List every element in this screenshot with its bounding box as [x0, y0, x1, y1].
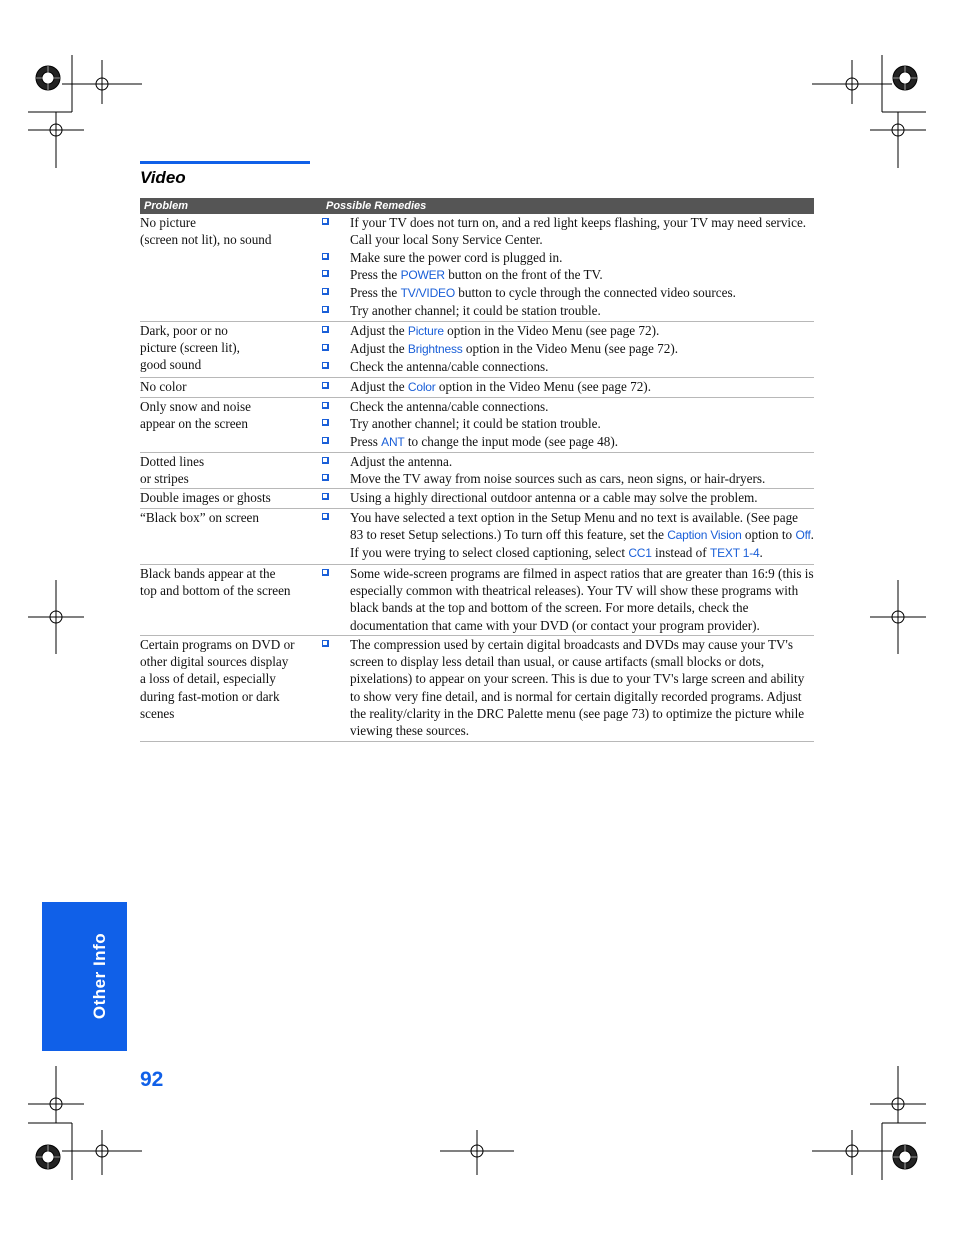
- remedy-text: to change the input mode (see page 48).: [404, 433, 619, 449]
- remedy-item: [322, 249, 814, 266]
- remedy-item: [322, 266, 814, 284]
- problem-cell: No color: [140, 378, 187, 394]
- remedy-item: [322, 302, 814, 319]
- ui-term: Caption Vision: [667, 528, 742, 543]
- remedy-text: option in the Video Menu (see page 72).: [462, 341, 679, 357]
- remedy-item: [322, 636, 814, 740]
- remedy-item: [322, 398, 814, 415]
- ui-term: Color: [407, 379, 436, 394]
- remedy-item: [322, 214, 814, 249]
- ui-term: CC1: [628, 546, 652, 561]
- remedy-item: [322, 358, 814, 375]
- side-tab: [42, 902, 127, 1051]
- ui-term: TEXT 1-4: [709, 546, 760, 561]
- remedy-item: [322, 509, 814, 563]
- checkbox-bullet-icon: [322, 382, 329, 389]
- remedy-item: [322, 565, 814, 634]
- remedies-cell: [322, 378, 814, 396]
- remedy-text: Try another channel; it could be station trouble.: [350, 416, 601, 432]
- remedies-cell: [322, 489, 814, 506]
- remedy-text: Move the TV away from noise sources such as cars, neon signs, or hair-dryers.: [350, 471, 766, 487]
- remedy-text: option in the Video Menu (see page 72).: [435, 378, 651, 394]
- remedy-text: The compression used by certain digital broadcasts and DVDs may cause your TV's screen to display less detail than usual, or cause artifacts (small blocks or dots, pixelations) to appear on your screen. This is due to your TV's large screen and ability to show very fine detail, and is normal for certain digitally recorded programs. Adjust the reality/clarity in the DRC Palette menu (see page 73) to optimize the picture while viewing these sources.: [350, 636, 805, 739]
- remedy-text: Check the antenna/cable connections.: [350, 359, 549, 375]
- remedy-text: Some wide-screen programs are filmed in aspect ratios that are greater than 16:9 (this is especially common with theatrical releases). Your TV will show these programs with black bands at the top and bottom of the screen. For more details, check the documentation that came with your DVD (or contact your program provider).: [350, 565, 814, 633]
- table-row: [140, 565, 814, 636]
- column-header-problem: Problem: [144, 200, 189, 212]
- problem-cell: Dark, poor or no picture (screen lit), good sound: [140, 322, 240, 373]
- checkbox-bullet-icon: [322, 437, 329, 444]
- checkbox-bullet-icon: [322, 569, 329, 576]
- remedy-text: Press the: [350, 266, 401, 282]
- side-tab-label: Other Info: [90, 932, 109, 1020]
- checkbox-bullet-icon: [322, 640, 329, 647]
- problem-cell: Black bands appear at the top and bottom of the screen: [140, 565, 291, 598]
- table-row: [140, 636, 814, 742]
- table-row: [140, 453, 814, 490]
- troubleshooting-table: [140, 198, 814, 742]
- table-row: [140, 214, 814, 322]
- ui-term: Brightness: [407, 342, 463, 357]
- remedy-text: If your TV does not turn on, and a red light keeps flashing, your TV may need service. Call your local Sony Service Center.: [350, 215, 807, 248]
- remedy-text: Check the antenna/cable connections.: [350, 398, 549, 414]
- remedy-item: [322, 489, 814, 506]
- section-title: Video: [140, 168, 186, 187]
- remedies-cell: [322, 565, 814, 634]
- remedies-cell: [322, 398, 814, 451]
- checkbox-bullet-icon: [322, 270, 329, 277]
- remedy-text: Press: [350, 433, 382, 449]
- problem-cell: Certain programs on DVD or other digital sources display a loss of detail, especially during fast-motion or dark scenes: [140, 636, 295, 722]
- remedy-item: [322, 378, 814, 396]
- table-row: [140, 378, 814, 398]
- ui-term: TV/VIDEO: [400, 286, 455, 301]
- remedy-item: [322, 415, 814, 432]
- checkbox-bullet-icon: [322, 306, 329, 313]
- remedy-text: Adjust the antenna.: [350, 453, 453, 469]
- remedy-text: option in the Video Menu (see page 72).: [443, 322, 660, 338]
- checkbox-bullet-icon: [322, 344, 329, 351]
- remedy-text: button to cycle through the connected video sources.: [454, 285, 736, 301]
- remedy-text: Make sure the power cord is plugged in.: [350, 249, 563, 265]
- remedies-cell: [322, 453, 814, 488]
- problem-cell: No picture (screen not lit), no sound: [140, 215, 272, 248]
- table-row: [140, 509, 814, 565]
- checkbox-bullet-icon: [322, 419, 329, 426]
- problem-cell: Dotted lines or stripes: [140, 453, 205, 487]
- checkbox-bullet-icon: [322, 362, 329, 369]
- checkbox-bullet-icon: [322, 253, 329, 260]
- remedy-item: [322, 433, 814, 451]
- table-row: [140, 489, 814, 508]
- remedies-cell: [322, 214, 814, 320]
- remedy-item: [322, 322, 814, 340]
- remedy-text: Try another channel; it could be station trouble.: [350, 303, 601, 319]
- remedy-text: You have selected a text option in the Setup Menu and no text is available. (See page 83 to reset Setup selections.) To turn off this feature, set the: [350, 509, 799, 543]
- checkbox-bullet-icon: [322, 218, 329, 225]
- remedy-item: [322, 453, 814, 470]
- remedy-item: [322, 284, 814, 302]
- checkbox-bullet-icon: [322, 474, 329, 481]
- problem-cell: Only snow and noise appear on the screen: [140, 398, 251, 432]
- checkbox-bullet-icon: [322, 513, 329, 520]
- remedy-text: Adjust the: [350, 341, 408, 357]
- ui-term: POWER: [400, 267, 445, 282]
- remedy-item: [322, 340, 814, 358]
- remedy-text: Using a highly directional outdoor antenna or a cable may solve the problem.: [350, 490, 758, 506]
- checkbox-bullet-icon: [322, 326, 329, 333]
- remedies-cell: [322, 322, 814, 376]
- checkbox-bullet-icon: [322, 493, 329, 500]
- remedy-item: [322, 470, 814, 487]
- ui-term: ANT: [381, 434, 405, 449]
- table-row: [140, 322, 814, 378]
- checkbox-bullet-icon: [322, 402, 329, 409]
- remedy-text: Adjust the: [350, 378, 408, 394]
- remedy-text: Adjust the: [350, 322, 408, 338]
- table-body: [140, 214, 814, 742]
- remedy-text: .: [759, 545, 763, 561]
- page-number: 92: [140, 1068, 164, 1091]
- remedy-text: button on the front of the TV.: [444, 266, 603, 282]
- remedy-text: instead of: [651, 545, 710, 561]
- checkbox-bullet-icon: [322, 457, 329, 464]
- section-accent-bar: [140, 161, 310, 164]
- remedies-cell: [322, 509, 814, 563]
- table-row: [140, 398, 814, 453]
- remedy-text: option to: [741, 527, 796, 543]
- ui-term: Picture: [407, 323, 444, 338]
- remedies-cell: [322, 636, 814, 740]
- ui-term: Off: [795, 528, 811, 543]
- problem-cell: Double images or ghosts: [140, 490, 271, 506]
- checkbox-bullet-icon: [322, 288, 329, 295]
- table-header: [140, 198, 814, 214]
- problem-cell: “Black box” on screen: [140, 509, 260, 525]
- remedy-text: . If you were trying to select closed captioning, select: [350, 527, 814, 561]
- remedy-text: Press the: [350, 285, 401, 301]
- column-header-remedies: Possible Remedies: [326, 200, 427, 212]
